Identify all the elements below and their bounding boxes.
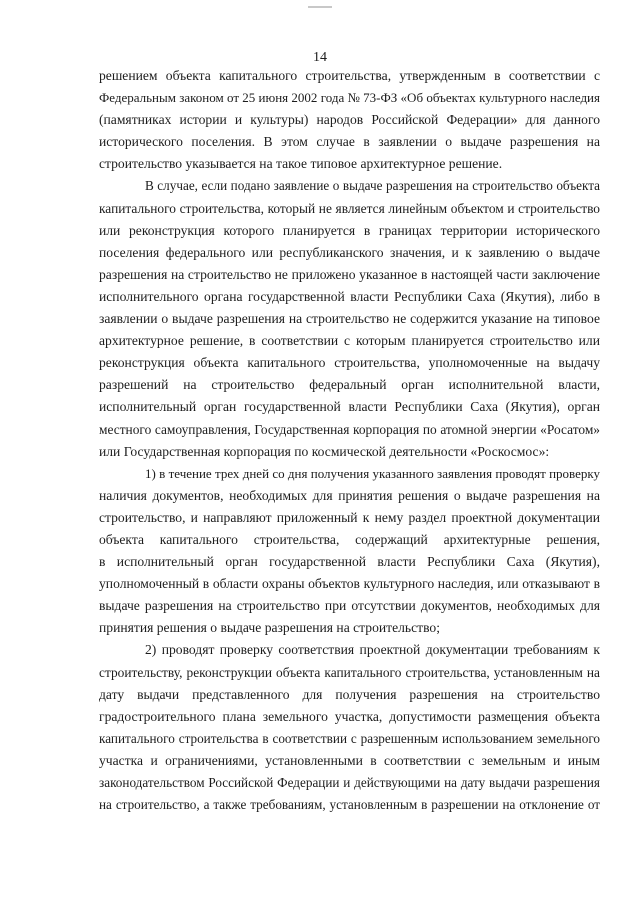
text-line: Федеральным законом от 25 июня 2002 года № 73-ФЗ «Об объектах культурного наследия [99,90,600,106]
text-line: архитектурное решение, в соответствии с которым планируется строительство или [99,333,600,349]
text-line: градостроительного плана земельного участка, допустимости размещения объекта [99,708,600,724]
text-line: выдаче разрешения на строительство при отсутствии документов, необходимых для [99,598,600,614]
text-line: (памятниках истории и культуры) народов Российской Федерации» для данного [99,112,600,128]
text-line: законодательством Российской Федерации и действующими на дату выдачи разрешения [99,775,600,790]
text-line: уполномоченный в области охраны объектов культурного наследия, или отказывают в [99,576,600,592]
text-line: объекта капитального строительства, содержащий архитектурные решения, [99,531,600,547]
text-line: реконструкция объекта капитального строительства, уполномоченные на выдачу [99,355,600,371]
text-line: исторического поселения. В этом случае в заявлении о выдаче разрешения на [99,134,600,150]
text-line: разрешений на строительство федеральный орган исполнительной власти, [99,377,600,393]
text-line: 2) проводят проверку соответствия проектной документации требованиям к [145,642,600,658]
text-line: строительству, реконструкции объекта капитального строительства, установленным на [99,664,600,680]
text-line: участка и ограничениями, установленными в соответствии с земельным и иным [99,752,600,768]
text-line: или Государственная корпорация по космической деятельности «Роскосмос»: [99,443,550,459]
text-line: принятия решения о выдаче разрешения на строительство; [99,620,440,636]
text-line: наличия документов, необходимых для принятия решения о выдаче разрешения на [99,487,600,503]
text-line: капитального строительства в соответствии с разрешенным использованием земельного [99,730,600,746]
text-line: на строительство, а также требованиям, установленным в разрешении на отклонение от [99,797,600,813]
scan-mark [308,6,332,8]
text-line: заявлении о выдаче разрешения на строительство не содержится указание на типовое [99,311,600,327]
text-line: исполнительного органа государственной власти Республики Саха (Якутия), либо в [99,288,600,304]
text-line: в исполнительный орган государственной власти Республики Саха (Якутия), [99,554,600,570]
text-line: капитального строительства, который не является линейным объектом и строительство [99,200,600,216]
document-body [99,65,600,816]
text-line: разрешения на строительство не приложено указанное в настоящей части заключение [99,266,600,282]
text-line: дату выдачи представленного для получения разрешения на строительство [99,686,600,702]
text-line: решением объекта капитального строительства, утвержденным в соответствии с [99,68,600,83]
text-line: поселения федерального или республиканского значения, и к заявлению о выдаче [99,244,600,260]
text-line: строительство указывается на такое типовое архитектурное решение. [99,156,503,172]
text-line: В случае, если подано заявление о выдаче разрешения на строительство объекта [145,178,600,194]
text-line: или реконструкция которого планируется в границах территории исторического [99,222,600,238]
text-line: исполнительный орган государственной власти Республики Саха (Якутия), орган [99,399,600,415]
text-line: строительство, и направляют приложенный к нему раздел проектной документации [99,509,600,525]
page-number: 14 [313,50,327,65]
text-line: 1) в течение трех дней со дня получения указанного заявления проводят проверку [145,465,600,481]
text-line: местного самоуправления, Государственная корпорация по атомной энергии «Росатом» [99,421,600,437]
